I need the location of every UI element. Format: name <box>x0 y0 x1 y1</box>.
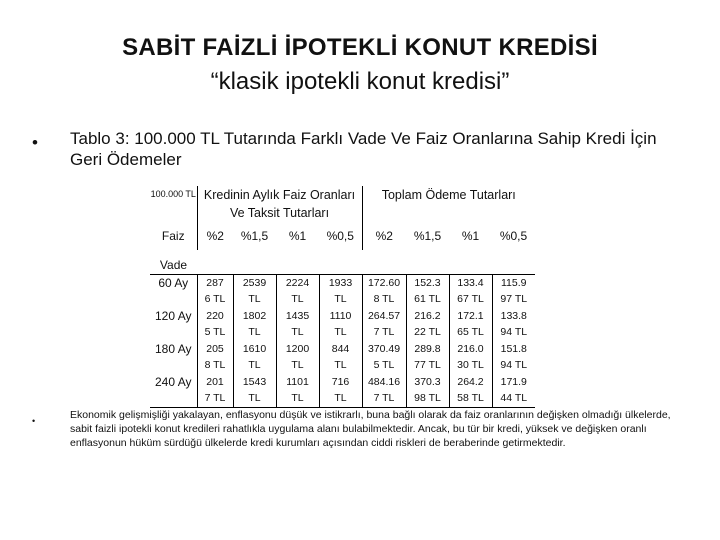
total-group-header: Toplam Ödeme Tutarları <box>362 186 535 228</box>
monthly-cell: 1101 TL <box>276 374 319 408</box>
monthly-cell: 2224 TL <box>276 274 319 308</box>
total-cell: 264.57 7 TL <box>362 308 406 341</box>
faiz-label: Faiz <box>161 229 185 243</box>
term-label: 240 Ay <box>155 374 192 389</box>
bullet-marker: • <box>32 416 36 426</box>
table-row <box>150 374 535 408</box>
slide-subtitle: “klasik ipotekli konut kredisi” <box>210 68 510 95</box>
term-label: 60 Ay <box>158 275 189 290</box>
monthly-cell: 287 6 TL <box>197 274 233 308</box>
total-cell: 289.8 77 TL <box>406 341 449 374</box>
bullet-marker: • <box>32 133 38 152</box>
rate-header: %0,5 <box>326 229 354 243</box>
table-row <box>150 341 535 374</box>
total-cell: 370.3 98 TL <box>406 374 449 408</box>
monthly-cell: 1543 TL <box>233 374 276 408</box>
total-cell: 216.0 30 TL <box>449 341 492 374</box>
total-cell: 133.4 67 TL <box>449 274 492 308</box>
monthly-cell: 1802 TL <box>233 308 276 341</box>
corner-amount: 100.000 TL <box>150 189 196 199</box>
total-cell: 484.16 7 TL <box>362 374 406 408</box>
monthly-cell: 2539 TL <box>233 274 276 308</box>
total-cell: 115.9 97 TL <box>492 274 535 308</box>
monthly-group-header: Kredinin Aylık Faiz Oranları Ve Taksit Tutarları <box>197 186 362 228</box>
rate-header: %1 <box>288 229 307 243</box>
term-label: 180 Ay <box>155 341 192 356</box>
table-row <box>150 308 535 341</box>
total-cell: 133.8 94 TL <box>492 308 535 341</box>
monthly-cell: 716 TL <box>319 374 362 408</box>
table-caption: Tablo 3: 100.000 TL Tutarında Farklı Vade Ve Faiz Oranlarına Sahip Kredi İçin Geri Ödemeler <box>70 129 657 169</box>
repayment-table <box>150 186 535 408</box>
body-paragraph: Ekonomik gelişmişliği yakalayan, enflasyonu düşük ve istikrarlı, buna bağlı olarak da faiz oranlarının değişken olmadığı ülkelerde, sabit faizli ipotekli konut kredileri rahatlıkla uygulama alanı bulabilmektedir. Ancak, bu tür bir kredi, yüksek ve değişken oranlı enflasyonun hüküm sürdüğü ülkelerde kredi kurumları açısından ciddi riskleri de beraberinde getirmektedir. <box>70 409 671 449</box>
monthly-cell: 201 7 TL <box>197 374 233 408</box>
rate-header: %1 <box>461 229 480 243</box>
slide-title: SABİT FAİZLİ İPOTEKLİ KONUT KREDİSİ <box>122 34 598 61</box>
monthly-cell: 1110 TL <box>319 308 362 341</box>
total-cell: 216.2 22 TL <box>406 308 449 341</box>
total-cell: 152.3 61 TL <box>406 274 449 308</box>
monthly-cell: 1435 TL <box>276 308 319 341</box>
monthly-cell: 205 8 TL <box>197 341 233 374</box>
total-cell: 171.9 44 TL <box>492 374 535 408</box>
total-cell: 151.8 94 TL <box>492 341 535 374</box>
vade-label: Vade <box>159 258 188 272</box>
total-cell: 370.49 5 TL <box>362 341 406 374</box>
monthly-cell: 1933 TL <box>319 274 362 308</box>
rate-header: %1,5 <box>240 229 269 243</box>
rate-header: %2 <box>197 228 233 250</box>
monthly-cell: 844 TL <box>319 341 362 374</box>
monthly-cell: 1200 TL <box>276 341 319 374</box>
monthly-cell: 220 5 TL <box>197 308 233 341</box>
monthly-cell: 1610 TL <box>233 341 276 374</box>
rate-header: %1,5 <box>413 229 442 243</box>
total-cell: 264.2 58 TL <box>449 374 492 408</box>
rate-header: %2 <box>362 228 406 250</box>
total-cell: 172.60 8 TL <box>362 274 406 308</box>
table-row <box>150 274 535 308</box>
total-cell: 172.1 65 TL <box>449 308 492 341</box>
term-label: 120 Ay <box>155 308 192 323</box>
rate-header: %0,5 <box>499 229 528 243</box>
